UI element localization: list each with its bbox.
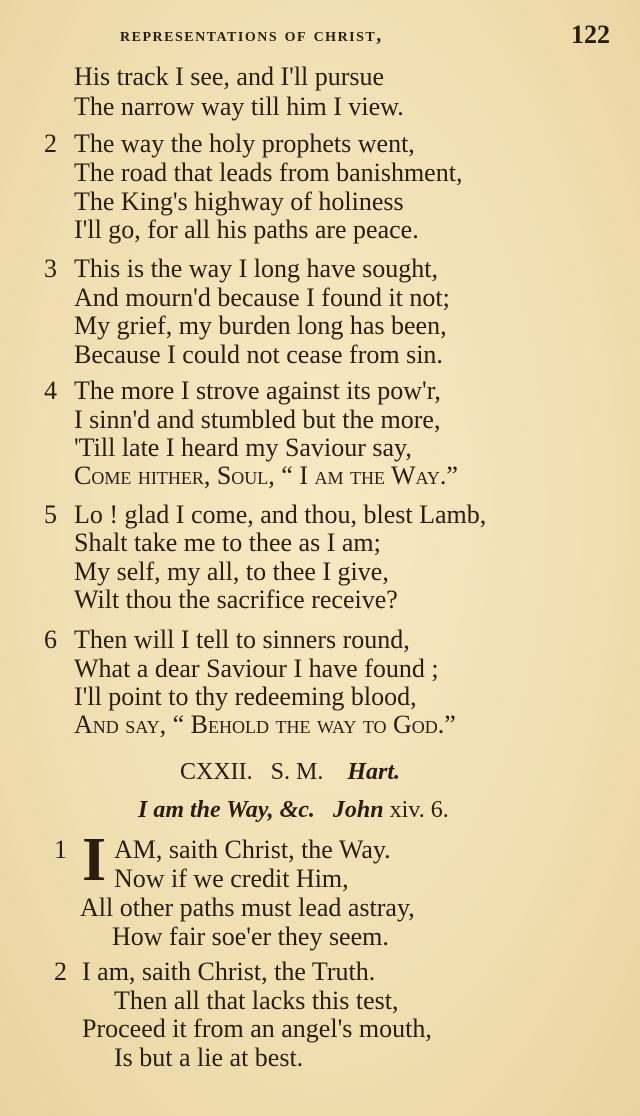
verse-line: I'll point to thy redeeming blood, — [74, 682, 417, 711]
verse-line: My self, my all, to thee I give, — [74, 557, 389, 586]
stanza-number: 2 — [44, 129, 57, 158]
scripture-reference: xiv. 6. — [389, 797, 449, 823]
hymn-heading — [180, 757, 400, 787]
page-header — [120, 20, 620, 52]
verse-line: I am, saith Christ, the Truth. — [82, 957, 376, 986]
verse-line: The road that leads from banishment, — [74, 158, 463, 187]
verse-line: Then will I tell to sinners round, — [74, 625, 410, 654]
hymn-meter: S. M. — [270, 759, 324, 785]
verse-line: And mourn'd because I found it not; — [74, 283, 450, 312]
verse-line: Now if we credit Him, — [114, 864, 349, 893]
verse-line: My grief, my burden long has been, — [74, 311, 447, 340]
verse-line: AM, saith Christ, the Way. — [114, 835, 391, 864]
verse-line: All other paths must lead astray, — [80, 893, 415, 922]
verse-line: Wilt thou the sacrifice receive? — [74, 585, 398, 614]
stanza-number: 2 — [54, 957, 67, 986]
verse-line: Then all that lacks this test, — [114, 986, 399, 1015]
verse-line: And say, “ Behold the way to God.” — [74, 710, 456, 739]
stanza-number: 6 — [44, 625, 57, 654]
hymn-subtitle — [138, 795, 449, 825]
verse-line: This is the way I long have sought, — [74, 254, 438, 283]
verse-line: 'Till late I heard my Saviour say, — [74, 433, 412, 462]
verse-line: Lo ! glad I come, and thou, blest Lamb, — [74, 500, 487, 529]
hymn-subject: I am the Way, &c. — [138, 797, 315, 823]
verse-line: I sinn'd and stumbled but the more, — [74, 405, 441, 434]
verse-line: The more I strove against its pow'r, — [74, 376, 441, 405]
stanza-number: 1 — [54, 835, 67, 864]
page-number: 122 — [571, 20, 610, 49]
scripture-book: John — [332, 797, 384, 823]
stanza-number: 3 — [44, 254, 57, 283]
hymn-author: Hart. — [347, 759, 401, 785]
verse-line: What a dear Saviour I have found ; — [74, 654, 439, 683]
verse-line: Shalt take me to thee as I am; — [74, 528, 381, 557]
verse-line: The way the holy prophets went, — [74, 129, 415, 158]
hymn-number: CXXII. — [180, 759, 253, 785]
verse-line: Is but a lie at best. — [114, 1043, 304, 1072]
verse-line: Because I could not cease from sin. — [74, 340, 443, 369]
verse-line: I'll go, for all his paths are peace. — [74, 215, 419, 244]
drop-cap: I — [82, 826, 107, 894]
verse-line: His track I see, and I'll pursue — [74, 62, 385, 91]
verse-line: The King's highway of holiness — [74, 187, 404, 216]
stanza-number: 4 — [44, 376, 57, 405]
verse-line: Proceed it from an angel's mouth, — [82, 1014, 432, 1043]
stanza-number: 5 — [44, 500, 57, 529]
verse-line: Come hither, Soul, “ I am the Way.” — [74, 461, 458, 490]
running-head: representations of christ, — [120, 24, 383, 46]
verse-line: The narrow way till him I view. — [74, 92, 404, 121]
verse-line: How fair soe'er they seem. — [112, 922, 389, 951]
